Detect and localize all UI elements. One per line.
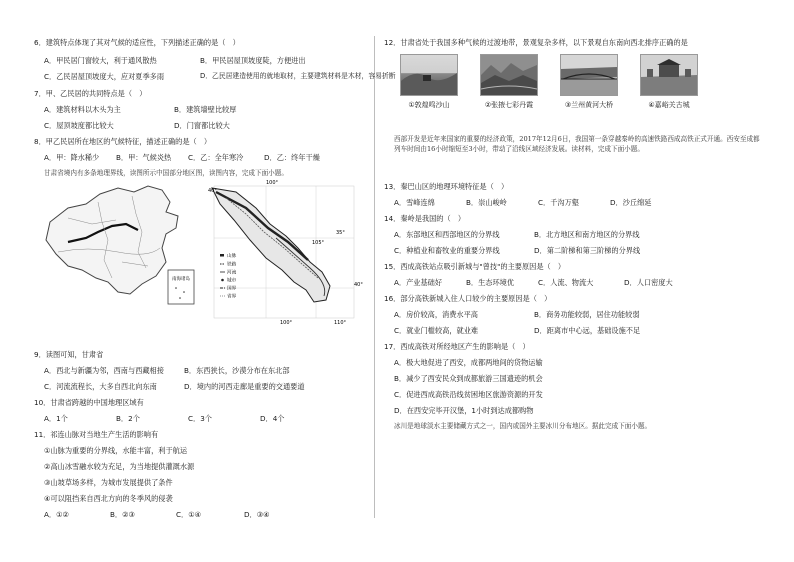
question-7-option-d[interactable]: D．门窗都比较大 [174,121,230,130]
south-china-sea-inset [168,270,194,304]
question-11-stem: 11．祁连山脉对当地生产生活的影响有 [34,430,159,439]
question-7-option-a[interactable]: A．建筑材料以木头为主 [44,105,121,114]
question-17-option-a[interactable]: A．极大地促进了西安，成都两地间的货物运输 [394,358,543,367]
gansu-map [206,178,364,326]
question-9-option-c[interactable]: C．河流流程长，大多自西北向东南 [44,382,157,391]
question-7-option-b[interactable]: B．建筑墙壁比较厚 [174,105,237,114]
question-13-option-c[interactable]: C．千沟万壑 [538,198,579,207]
question-9-stem: 9．读图可知，甘肃省 [34,350,104,359]
question-10-option-c[interactable]: C．3个 [188,414,212,423]
question-17-option-d[interactable]: D．在西安完毕开汉堡，1小时到达成都购物 [394,406,534,415]
question-16-option-b[interactable]: B．商务功能较弱，居住功能较弱 [534,310,640,319]
question-17-option-c[interactable]: C．促进西成高铁沿线贫困地区旅游资源的开发 [394,390,543,399]
question-10-option-d[interactable]: D．4个 [260,414,285,423]
coord-label: 35° [336,230,345,236]
question-12-stem: 12．甘肃省处于我国多种气候的过渡地带，景观复杂多样，以下景观自东南向西北排序正确的是 [384,38,688,47]
question-13-option-b[interactable]: B．崇山峻岭 [466,198,507,207]
question-16-option-c[interactable]: C．就业门槛较高，就业难 [394,326,479,335]
map-intro-text: 甘肃省境内有多条地理界线，读图所示中国部分地区图，读图内容，完成下面小题。 [44,169,288,177]
reading-passage-2: 冰川是地球淡水主要储藏方式之一，国内或国外主要冰川分布地区。据此完成下面小题。 [394,422,652,430]
question-8-option-b[interactable]: B．甲：气候炎热 [116,153,172,162]
legend-national-border: 国界 [227,286,237,292]
question-11-option-b[interactable]: B．②③ [110,510,136,519]
question-15-option-c[interactable]: C．人流、物流大 [538,278,594,287]
question-6-option-c[interactable]: C．乙民居屋顶坡度大，应对夏季多雨 [44,72,165,81]
question-11-option-c[interactable]: C．①④ [176,510,202,519]
question-11-statement-2: ②高山冰雪融水较为充足，为当地提供灌溉水源 [44,462,195,471]
photo-lanzhou-yellow-river-bridge [560,54,618,96]
question-11-option-d[interactable]: D．③④ [244,510,270,519]
question-10-stem: 10．甘肃省跨越的中国地理区域有 [34,398,144,407]
photo-jiayuguan-ancient-city [640,54,698,96]
question-15-option-b[interactable]: B．生态环境优 [466,278,515,287]
legend-mountain: 山脉 [227,254,237,259]
question-14-option-c[interactable]: C．种植业和畜牧业的重要分界线 [394,246,500,255]
coord-label: 40° [208,188,217,194]
question-11-option-a[interactable]: A．①② [44,510,69,519]
question-7-stem: 7．甲、乙民居的共同特点是（ ） [34,89,147,98]
question-8-option-d[interactable]: D．乙：终年干燥 [264,153,320,162]
question-11-statement-3: ③山坡草场多样，为城市发展提供了条件 [44,478,173,487]
question-6-stem: 6．建筑特点体现了其对气候的适应性，下列描述正确的是（ ） [34,38,240,47]
question-14-option-d[interactable]: D．第二阶梯和第三阶梯的分界线 [534,246,641,255]
question-9-option-a[interactable]: A．西北与新疆为邻，西南与西藏相接 [44,366,164,375]
question-16-stem: 16．部分高铁新城入住人口较少的主要原因是（ ） [384,294,552,303]
photo-caption-4: ④嘉峪关古城 [648,101,690,109]
question-13-stem: 13．秦巴山区的地理环境特征是（ ） [384,182,509,191]
question-13-option-a[interactable]: A．雪峰连绵 [394,198,435,207]
question-14-stem: 14．秦岭是我国的（ ） [384,214,466,223]
question-14-option-b[interactable]: B．北方地区和南方地区的分界线 [534,230,640,239]
legend-railway: 铁路 [227,262,237,268]
legend-city: 城市 [227,278,237,284]
question-10-option-b[interactable]: B．2个 [116,414,140,423]
legend-provincial-border: 省界 [227,294,237,300]
photo-dunhuang-mingsha-mountain [400,54,458,96]
question-17-option-b[interactable]: B．减少了西安民众到成都旅游三国遗迹的机会 [394,374,543,383]
inset-label: 南海诸岛 [172,277,190,282]
question-11-statement-1: ①山脉为重要的分界线，水能丰富，利于航运 [44,446,188,455]
column-divider [374,36,375,518]
question-14-option-a[interactable]: A．东部地区和西部地区的分界线 [394,230,500,239]
coord-label: 100° [280,320,293,326]
coord-label: 105° [312,240,325,246]
question-6-option-b[interactable]: B．甲民居屋顶坡度陡，方便进出 [200,56,306,65]
question-6-option-d[interactable]: D．乙民居建造使用的就地取材，主要建筑材料是木材，容易折断 [200,72,396,80]
reading-passage-1: 西部开发是近年来国家的重要的经济政策，2017年12月6日，我国第一条穿越秦岭的高速铁路西成高铁正式开通。西安至成都列车时间由16小时缩短至3小时，带动了沿线区域经济发展。读材料，完成下面小题。 [394,135,760,153]
coord-label: 100° [266,180,279,186]
photo-zhangye-danxia [480,54,538,96]
question-8-option-a[interactable]: A．甲：降水稀少 [44,153,100,162]
question-16-option-a[interactable]: A．房价较高，消费水平高 [394,310,478,319]
question-9-option-d[interactable]: D．境内的河西走廊是重要的交通要道 [184,382,305,391]
china-map [38,182,198,308]
question-7-option-c[interactable]: C．屋顶坡度都比较大 [44,121,114,130]
question-16-option-d[interactable]: D．距离市中心远，基础设施不足 [534,326,641,335]
coord-label: 40° [354,282,363,288]
question-9-option-b[interactable]: B．东西狭长，沙漠分布在东北部 [184,366,290,375]
question-15-option-a[interactable]: A．产业基础好 [394,278,443,287]
photo-caption-3: ③兰州黄河大桥 [564,101,614,109]
question-6-option-a[interactable]: A．甲民居门窗较大，利于通风散热 [44,56,157,65]
question-11-statement-4: ④可以阻挡来自西北方向的冬季风的侵袭 [44,494,173,503]
question-15-option-d[interactable]: D．人口密度大 [624,278,673,287]
coord-label: 110° [334,320,347,326]
question-15-stem: 15．西成高铁站点吸引新城与"曾技"的主要原因是（ ） [384,262,566,271]
question-13-option-d[interactable]: D．沙丘绵延 [610,198,652,207]
question-17-stem: 17．西成高铁对所经地区产生的影响是（ ） [384,342,530,351]
legend-river: 河流 [227,270,237,276]
photo-caption-2: ②张掖七彩丹霞 [484,101,534,109]
photo-caption-1: ①敦煌鸣沙山 [408,101,450,109]
question-10-option-a[interactable]: A．1个 [44,414,68,423]
question-8-option-c[interactable]: C．乙：全年寒冷 [188,153,244,162]
question-8-stem: 8．甲乙民居所在地区的气候特征，描述正确的是（ ） [34,137,212,146]
